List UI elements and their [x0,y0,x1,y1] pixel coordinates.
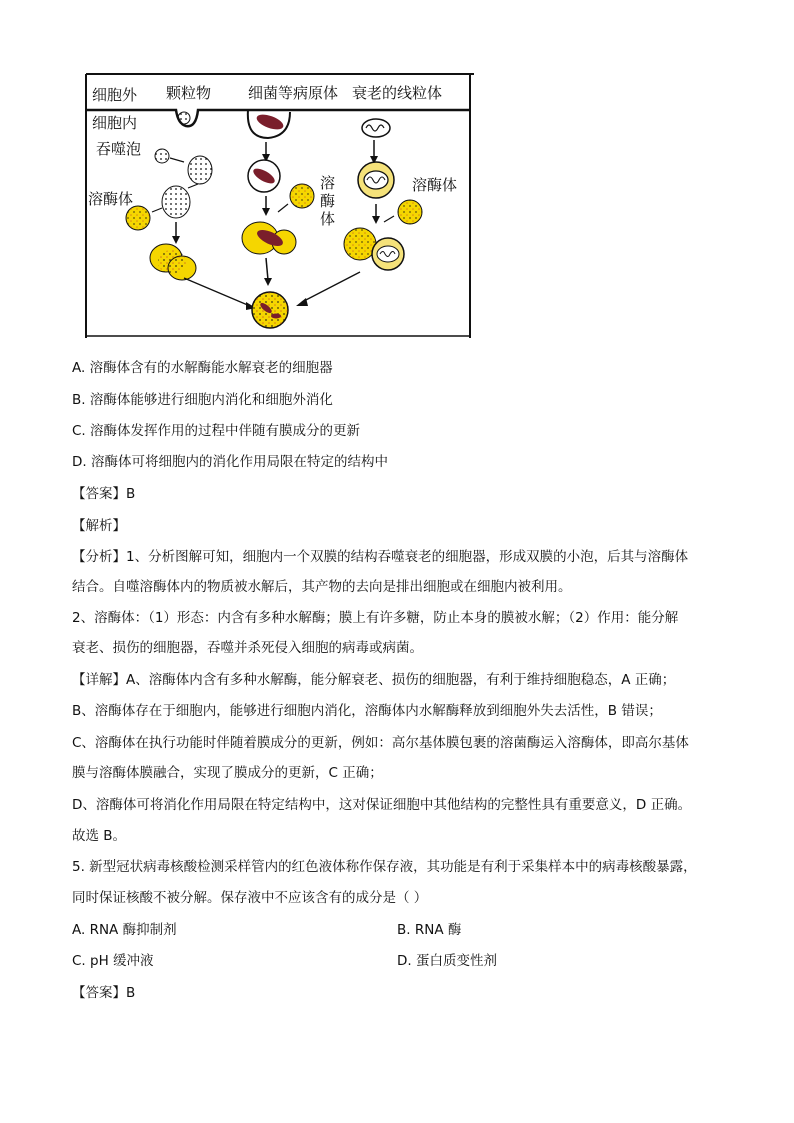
q4-analysis-title: 【解析】 [72,518,126,534]
q4-analysis-line: 膜与溶酶体膜融合，实现了膜成分的更新，C 正确； [72,765,383,781]
q4-option-d: D. 溶酶体可将细胞内的消化作用局限在特定的结构中 [72,454,388,470]
label-lysosome-mid-1: 溶 [320,174,336,192]
label-lysosome-mid-2: 酶 [320,192,336,210]
q4-analysis-line: B、溶酶体存在于细胞内，能够进行细胞内消化，溶酶体内水解酶释放到细胞外失去活性，B 错误； [72,703,662,719]
phagosome [188,156,212,184]
label-pathogen: 细菌等病原体 [248,84,339,102]
q5-option-d: D. 蛋白质变性剂 [397,953,497,969]
q5-stem-line: 同时保证核酸不被分解。保存液中不应该含有的成分是（ ） [72,890,428,906]
q4-option-a: A. 溶酶体含有的水解酶能水解衰老的细胞器 [72,360,333,376]
q4-analysis-line: 结合。自噬溶酶体内的物质被水解后，其产物的去向是排出细胞或在细胞内被利用。 [72,579,572,595]
q4-analysis-line: 【分析】1、分析图解可知，细胞内一个双膜的结构吞噬衰老的细胞器，形成双膜的小泡，后其与溶酶体 [72,549,689,565]
label-lysosome-right: 溶酶体 [412,176,458,194]
q5-option-c: C. pH 缓冲液 [72,953,154,969]
q4-analysis-line: 【详解】A、溶酶体内含有多种水解酶，能分解衰老、损伤的细胞器，有利于维持细胞稳态，A 正确； [72,672,676,688]
q4-option-b: B. 溶酶体能够进行细胞内消化和细胞外消化 [72,392,333,408]
label-lysosome-left: 溶酶体 [88,190,134,208]
q4-option-c: C. 溶酶体发挥作用的过程中伴随有膜成分的更新 [72,423,361,439]
lysosome-diagram-svg [84,72,474,340]
q5-stem-line: 5. 新型冠状病毒核酸检测采样管内的红色液体称作保存液，其功能是有利于采集样本中的病毒核酸暴露， [72,859,697,875]
bacterium-entering [255,112,285,133]
label-old-mito: 衰老的线粒体 [352,84,443,102]
q5-answer: 【答案】B [72,985,136,1001]
particles-entering [178,112,190,124]
label-outside: 细胞外 [92,86,138,104]
label-phagosome: 吞噬泡 [96,140,142,158]
label-lysosome-mid-3: 体 [320,210,336,228]
label-inside: 细胞内 [92,114,138,132]
q4-analysis-line: 故选 B。 [72,828,127,844]
q4-analysis-line: D、溶酶体可将消化作用局限在特定结构中，这对保证细胞中其他结构的完整性具有重要意义，D 正确。 [72,797,692,813]
q5-option-b: B. RNA 酶 [397,922,462,938]
q4-analysis-line: 衰老、损伤的细胞器，吞噬并杀死侵入细胞的病毒或病菌。 [72,640,423,656]
q4-analysis-line: C、溶酶体在执行功能时伴随着膜成分的更新，例如：高尔基体膜包裹的溶菌酶运入溶酶体，即高尔基体 [72,735,689,751]
q4-analysis-line: 2、溶酶体：（1）形态：内含有多种水解酶；膜上有许多糖，防止本身的膜被水解；（2）作用：能分解 [72,610,679,626]
phagosome-large [162,186,190,218]
q5-option-a: A. RNA 酶抑制剂 [72,922,177,938]
lysosome-diagram [84,72,474,340]
q4-answer: 【答案】B [72,486,136,502]
label-particles: 颗粒物 [166,84,212,102]
phagosome-small [155,149,169,163]
